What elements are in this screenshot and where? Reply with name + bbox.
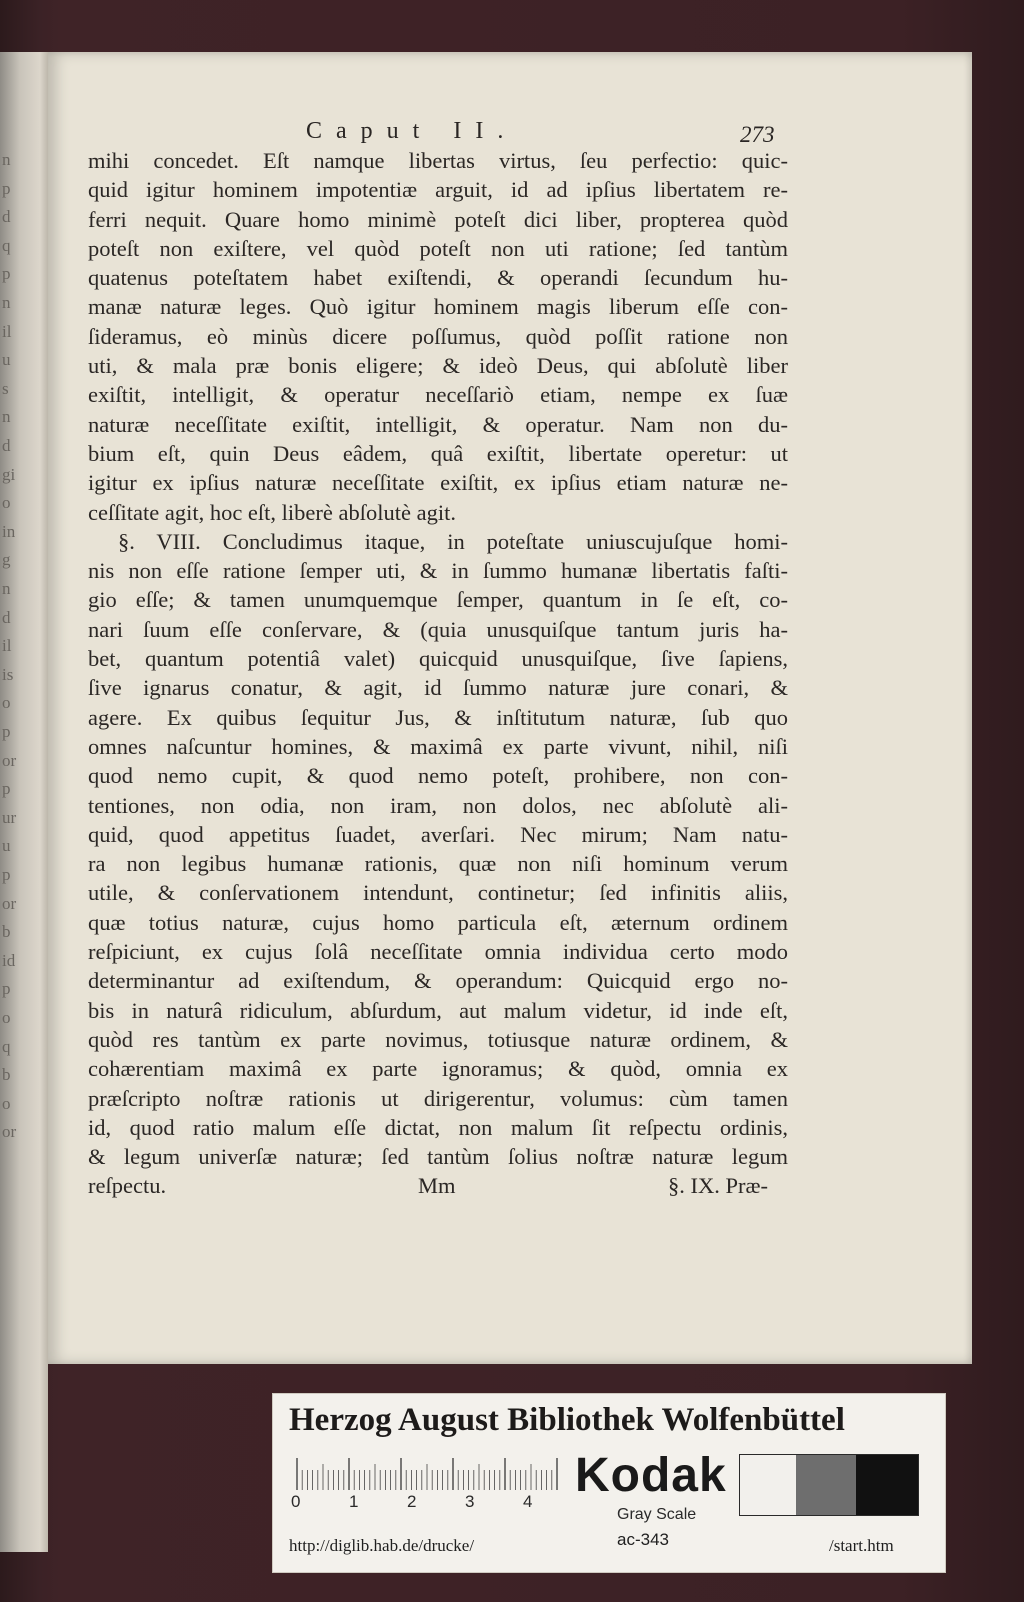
left-page-fragment: p	[2, 178, 11, 198]
text-line: cohærentiam maximâ ex parte ignoramus; & quòd, omnia ex	[88, 1056, 788, 1082]
running-head	[48, 118, 972, 148]
text-line: quatenus poteſtatem habet exiſtendi, & operandi ſecundum hu-	[88, 265, 788, 291]
text-line: ferri nequit. Quare homo minimè poteſt dici liber, propterea quòd	[88, 206, 788, 232]
ruler-ticks	[291, 1458, 563, 1492]
text-line: ſideramus, eò minùs dicere poſſumus, quòd poſſit ratione non	[88, 323, 788, 349]
url-base: http://diglib.hab.de/drucke/	[289, 1536, 475, 1555]
gray-swatch	[796, 1455, 856, 1515]
left-page-fragment: p	[2, 722, 11, 741]
catch-line	[88, 1171, 788, 1201]
text-line: quid igitur hominem impotentiæ arguit, id ad ipſius libertatem re-	[88, 177, 788, 203]
left-page-fragment: u	[2, 350, 11, 370]
left-page-fragment: ur	[2, 807, 17, 827]
left-page-fragment: gi	[2, 464, 16, 484]
text-line: ſive ignarus conatur, & agit, id ſummo naturæ jure conari, &	[88, 675, 788, 701]
text-line: gio eſſe; & tamen unumquemque ſemper, quantum in ſe eſt, co-	[88, 587, 788, 613]
library-name: Herzog August Bibliothek Wolfenbüttel	[289, 1402, 845, 1438]
text-line: determinantur ad exiſtendum, & operandum: Quicquid ergo no-	[88, 968, 788, 994]
left-page-fragment: or	[2, 1122, 17, 1142]
color-target-card	[272, 1393, 946, 1573]
left-page-fragment: n	[2, 407, 11, 427]
text-line: tentiones, non odia, non iram, non dolos, nec abſolutè ali-	[88, 792, 788, 818]
left-page-fragment: g	[2, 550, 11, 570]
left-page-fragment: b	[2, 1065, 11, 1085]
gray-swatch	[740, 1455, 796, 1515]
text-line: omnes naſcuntur homines, & maximâ ex parte vivunt, nihil, niſi	[88, 733, 788, 759]
url-start: /start.htm	[829, 1536, 894, 1555]
left-page-fragment: n	[2, 293, 11, 312]
gray-swatches	[739, 1454, 919, 1516]
text-line: ra non legibus humanæ rationis, quæ non niſi hominum verum	[88, 851, 788, 877]
ruler-number: 3	[465, 1492, 475, 1511]
text-line: utile, & conſervationem intendunt, continetur; ſed infinitis aliis,	[88, 880, 788, 906]
text-line: quod nemo cupit, & quod nemo poteſt, prohibere, non con-	[88, 763, 788, 789]
text-line: reſpiciunt, ex cujus ſolâ neceſſitate omnia individua certo modo	[88, 939, 788, 965]
text-line: nis non eſſe ratione ſemper uti, & in ſummo humanæ libertatis faſti-	[88, 558, 788, 584]
left-page-fragment: d	[2, 607, 11, 627]
text-line: quòd res tantùm ex parte novimus, totiusque naturæ ordinem, &	[88, 1026, 788, 1052]
text-line: præſcripto noſtræ rationis ut dirigerentur, volumus: cùm tamen	[88, 1085, 788, 1111]
left-facing-page	[0, 52, 48, 1552]
text-line: mihi concedet. Eſt namque libertas virtus, ſeu perfectio: quic-	[88, 148, 788, 173]
body-text	[88, 146, 788, 1201]
left-page-fragment: q	[2, 1036, 11, 1056]
ruler-number: 4	[523, 1492, 533, 1511]
text-line: bet, quantum potentiâ valet) quicquid unusquiſque, ſive ſapiens,	[88, 646, 788, 672]
left-page-fragment: or	[2, 750, 17, 770]
ruler-numbers	[291, 1492, 563, 1514]
text-line: bis in naturâ ridiculum, abſurdum, aut malum videtur, id inde eſt,	[88, 997, 788, 1023]
text-line: & legum univerſæ naturæ; ſed tantùm ſolius noſtræ naturæ legum	[88, 1144, 788, 1170]
gray-swatch	[856, 1455, 918, 1515]
page-number: 273	[740, 122, 775, 147]
text-line: igitur ex ipſius naturæ neceſſitate exiſtit, ex ipſius etiam naturæ ne-	[88, 470, 788, 496]
text-line: bium eſt, quin Deus eâdem, quâ exiſtit, libertate operetur: ut	[88, 440, 788, 466]
left-page-fragment: s	[2, 378, 9, 398]
shelf-code: ac-343	[617, 1530, 669, 1549]
kodak-logo: Kodak	[575, 1449, 727, 1502]
catch-line-end: reſpectu.	[88, 1173, 167, 1199]
text-line: ceſſitate agit, hoc eſt, liberè abſolutè agit.	[88, 499, 456, 525]
left-page-fragment: o	[2, 693, 11, 713]
left-page-fragment: n	[2, 150, 11, 169]
text-line: §. VIII. Concludimus itaque, in poteſtate uniuscujuſque homi-	[118, 528, 788, 554]
left-page-fragment: b	[2, 922, 11, 942]
text-line: quid, quod appetitus ſuadet, averſari. Nec mirum; Nam natu-	[88, 821, 788, 847]
left-page-fragment: p	[2, 865, 11, 884]
left-page-fragment: u	[2, 836, 11, 856]
text-line: agere. Ex quibus ſequitur Jus, & inſtitutum naturæ, ſub quo	[88, 704, 788, 730]
ruler-number: 1	[349, 1492, 359, 1511]
left-page-fragment: p	[2, 264, 11, 284]
left-page-fragment: o	[2, 1093, 11, 1113]
gray-scale-label: Gray Scale	[617, 1506, 697, 1523]
left-page-fragment: il	[2, 636, 12, 656]
left-page-fragment: or	[2, 893, 17, 913]
text-line: uti, & mala præ bonis eligere; & ideò Deus, qui abſolutè liber	[88, 353, 788, 379]
left-page-fragment: o	[2, 493, 11, 513]
catchword: §. IX. Præ-	[668, 1173, 768, 1199]
left-page-fragment: d	[2, 436, 11, 455]
left-page-fragment: d	[2, 207, 11, 227]
left-page-fragment: in	[2, 521, 16, 541]
left-page-fragment: n	[2, 579, 11, 598]
ruler-number: 2	[407, 1492, 417, 1511]
left-page-fragment: p	[2, 779, 11, 799]
signature-mark: Mm	[418, 1173, 456, 1199]
text-line: quæ totius naturæ, cujus homo particula eſt, æternum ordinem	[88, 909, 788, 935]
measurement-ruler	[291, 1458, 563, 1511]
left-page-fragment: id	[2, 950, 16, 970]
text-line: poteſt non exiſtere, vel quòd poteſt non uti ratione; ſed tantùm	[88, 235, 788, 261]
text-line: nari ſuum eſſe conſervare, & (quia unusquiſque tantum juris ha-	[88, 616, 788, 642]
left-page-fragment: is	[2, 664, 14, 684]
ruler-number: 0	[291, 1492, 301, 1511]
left-page-fragment: q	[2, 235, 11, 255]
text-line: exiſtit, intelligit, & operatur neceſſariò etiam, nempe ex ſuæ	[88, 382, 788, 408]
book-page	[48, 52, 972, 1364]
text-line: manæ naturæ leges. Quò igitur hominem magis liberum eſſe con-	[88, 294, 788, 320]
left-page-fragment: p	[2, 979, 11, 999]
chapter-title: Caput II.	[306, 118, 518, 144]
text-line: naturæ neceſſitate exiſtit, intelligit, & operatur. Nam non du-	[88, 411, 788, 437]
text-line: id, quod ratio malum eſſe dictat, non malum ſit reſpectu ordinis,	[88, 1114, 788, 1140]
left-page-fragment: il	[2, 321, 12, 341]
left-page-fragment: o	[2, 1008, 11, 1027]
